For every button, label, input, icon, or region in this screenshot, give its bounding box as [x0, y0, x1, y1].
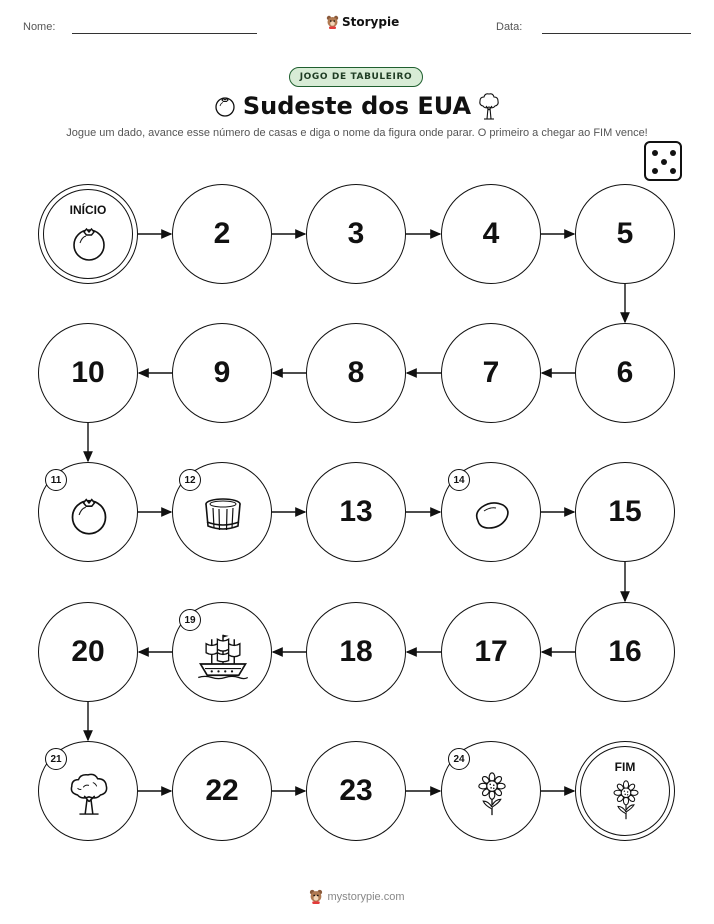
board-space-24	[441, 741, 541, 841]
board-space-8	[306, 323, 406, 423]
name-label: Nome:	[23, 21, 56, 33]
board-space-20	[38, 602, 138, 702]
finish-label: FIM	[614, 760, 636, 774]
date-label: Data:	[496, 21, 523, 33]
peanut-icon	[470, 493, 514, 541]
board-space-4	[441, 184, 541, 284]
board-space-6	[575, 323, 675, 423]
board-space-9	[172, 323, 272, 423]
board-space-18	[306, 602, 406, 702]
board-space-2	[172, 184, 272, 284]
space-number: 6	[616, 356, 634, 389]
sailing-ship-icon	[196, 628, 250, 686]
board-space-22	[172, 741, 272, 841]
start-space	[38, 184, 138, 284]
space-number-tag: 14	[448, 469, 470, 491]
space-number: 8	[347, 356, 365, 389]
finish-space	[575, 741, 675, 841]
space-number: 13	[339, 495, 373, 528]
space-number: 17	[474, 635, 508, 668]
space-number: 16	[608, 635, 642, 668]
game-type-badge: JOGO DE TABULEIRO	[289, 67, 423, 87]
blueberry-icon	[67, 493, 111, 541]
space-number: 5	[616, 217, 634, 250]
space-number: 7	[482, 356, 500, 389]
space-number: 22	[205, 774, 239, 807]
board-space-16	[575, 602, 675, 702]
board-space-14	[441, 462, 541, 562]
bear-logo-icon	[309, 889, 323, 904]
space-number-tag: 19	[179, 609, 201, 631]
space-number-tag: 11	[45, 469, 67, 491]
space-number: 20	[71, 635, 105, 668]
drum-icon	[201, 493, 245, 541]
footer-site: mystorypie.com	[327, 890, 405, 903]
instructions: Jogue um dado, avance esse número de casas e diga o nome da figura onde parar. O primeiro a chegar ao FIM vence!	[66, 127, 648, 139]
board-space-10	[38, 323, 138, 423]
brand-name: Storypie	[342, 15, 400, 29]
space-number: 2	[213, 217, 231, 250]
space-number: 4	[482, 217, 500, 250]
space-number-tag: 21	[45, 748, 67, 770]
sunflower-icon	[470, 772, 514, 820]
board-space-12	[172, 462, 272, 562]
space-number: 10	[71, 356, 105, 389]
space-number: 15	[608, 495, 642, 528]
board-space-17	[441, 602, 541, 702]
board-space-15	[575, 462, 675, 562]
board-space-7	[441, 323, 541, 423]
board-space-21	[38, 741, 138, 841]
board-space-19	[172, 602, 272, 702]
oak-tree-icon	[67, 772, 111, 820]
title-text: Sudeste dos EUA	[242, 92, 472, 120]
space-number-tag: 24	[448, 748, 470, 770]
space-number: 3	[347, 217, 365, 250]
space-number-tag: 12	[179, 469, 201, 491]
space-number: 18	[339, 635, 373, 668]
space-number: 9	[213, 356, 231, 389]
board-space-3	[306, 184, 406, 284]
board-space-23	[306, 741, 406, 841]
footer	[0, 889, 714, 904]
sunflower-icon	[606, 780, 646, 824]
start-label: INÍCIO	[69, 203, 107, 217]
board-space-11	[38, 462, 138, 562]
board-space-5	[575, 184, 675, 284]
blueberry-icon	[69, 223, 109, 267]
space-number: 23	[339, 774, 373, 807]
board-space-13	[306, 462, 406, 562]
